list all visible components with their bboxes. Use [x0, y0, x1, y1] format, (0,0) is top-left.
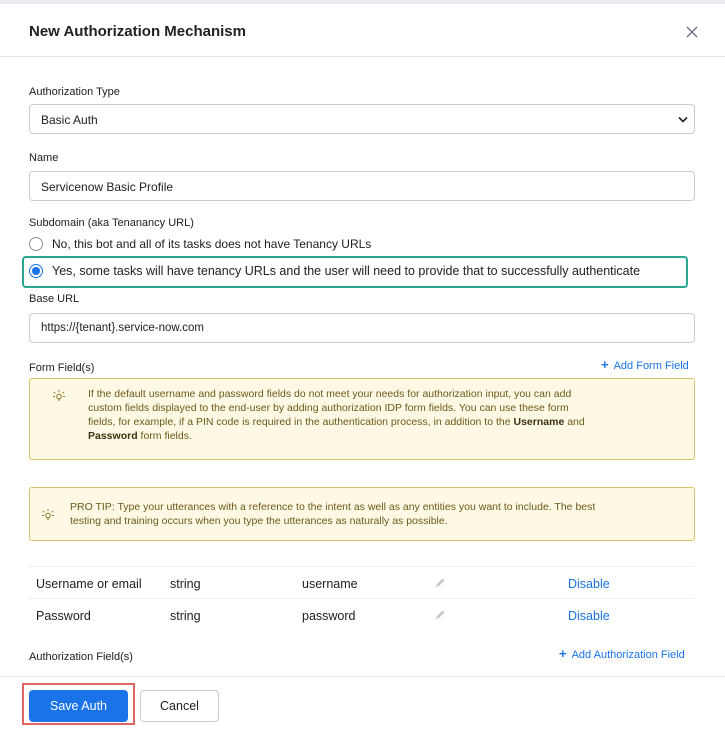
form-fields-info-text: [88, 387, 688, 443]
radio-button[interactable]: [29, 237, 43, 251]
table-row: [29, 598, 695, 634]
dialog-title: New Authorization Mechanism: [29, 23, 246, 40]
field-key: username: [302, 577, 358, 591]
info-bold-password: Password: [88, 430, 138, 442]
pro-tip-line: testing and training occurs when you type the utterances as naturally as possible.: [70, 515, 448, 527]
info-text-part: form fields.: [137, 430, 192, 442]
disable-link[interactable]: Disable: [568, 609, 610, 623]
subdomain-option-no[interactable]: [29, 236, 449, 254]
subdomain-option-label: Yes, some tasks will have tenancy URLs and the user will need to provide that to successfully authenticate: [52, 264, 641, 278]
info-line: If the default username and password fields do not meet your needs for authorization input, you can add: [88, 388, 572, 400]
field-name: Password: [36, 609, 91, 623]
add-form-field-link[interactable]: [601, 357, 689, 372]
field-type: string: [170, 577, 201, 591]
add-authorization-field-label: Add Authorization Field: [571, 649, 685, 661]
name-value: Servicenow Basic Profile: [41, 180, 174, 194]
table-row: [29, 566, 695, 602]
radio-button-checked[interactable]: [29, 264, 43, 278]
lightbulb-icon: [41, 508, 55, 522]
info-text-part: and: [564, 416, 585, 428]
subdomain-label: Subdomain (aka Tenanancy URL): [29, 217, 194, 229]
close-icon[interactable]: [684, 24, 700, 40]
pro-tip-line: PRO TIP: Type your utterances with a reference to the intent as well as any entities you want to include. The best: [70, 501, 596, 513]
info-line: [88, 415, 688, 429]
subdomain-option-label: No, this bot and all of its tasks does not have Tenancy URLs: [52, 237, 372, 251]
dialog-header: [0, 4, 725, 57]
chevron-down-icon: [678, 116, 688, 124]
auth-type-value: Basic Auth: [41, 113, 98, 127]
add-form-field-label: Add Form Field: [613, 360, 689, 372]
auth-type-select[interactable]: [29, 104, 695, 134]
pro-tip-text: [70, 500, 690, 528]
subdomain-option-yes[interactable]: [29, 263, 689, 281]
auth-type-label: Authorization Type: [29, 86, 120, 98]
plus-icon: +: [559, 646, 567, 661]
pro-tip-box: [29, 487, 695, 541]
field-type: string: [170, 609, 201, 623]
name-input[interactable]: [29, 171, 695, 201]
plus-icon: +: [601, 357, 609, 372]
authorization-fields-label: Authorization Field(s): [29, 651, 133, 663]
cancel-button[interactable]: Cancel: [140, 690, 219, 722]
disable-link[interactable]: Disable: [568, 577, 610, 591]
name-label: Name: [29, 152, 59, 164]
info-text-part: fields, for example, if a PIN code is required in the authentication process, in addition to the: [88, 416, 514, 428]
base-url-value: https://{tenant}.service-now.com: [41, 322, 205, 334]
info-line: [88, 429, 688, 443]
add-authorization-field-link[interactable]: [559, 646, 685, 661]
field-key: password: [302, 609, 356, 623]
lightbulb-icon: [52, 389, 66, 403]
form-fields-info-box: [29, 378, 695, 460]
pencil-icon[interactable]: [434, 577, 446, 589]
save-auth-button[interactable]: Save Auth: [29, 690, 128, 722]
pencil-icon[interactable]: [434, 609, 446, 621]
info-line: custom fields displayed to the end-user by adding authorization IDP form fields. You can use these form: [88, 402, 569, 414]
field-name: Username or email: [36, 577, 142, 591]
base-url-input[interactable]: [29, 313, 695, 343]
form-fields-label: Form Field(s): [29, 362, 95, 374]
base-url-label: Base URL: [29, 293, 80, 305]
info-bold-username: Username: [513, 416, 565, 428]
